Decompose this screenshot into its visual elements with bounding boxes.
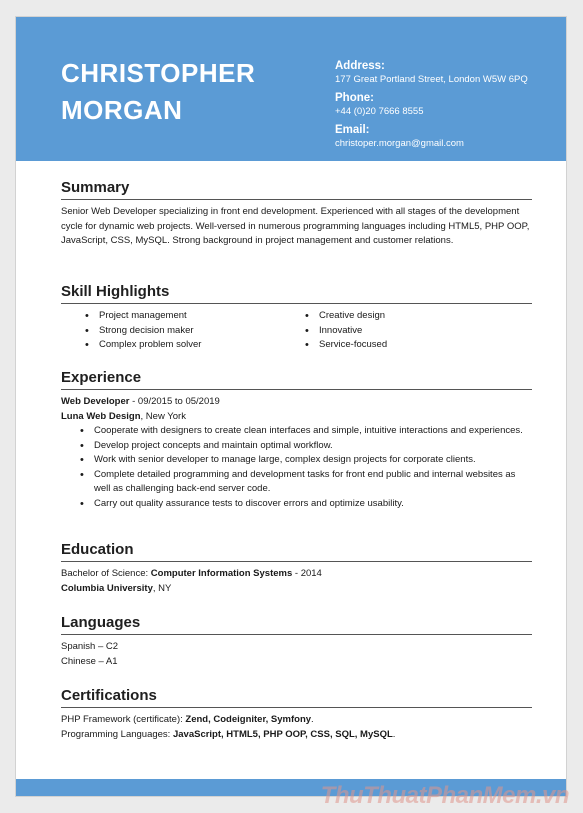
cert-2-suffix: . [392, 728, 396, 740]
experience-heading: Experience [61, 368, 532, 390]
company-name: Luna Web Design [61, 410, 141, 422]
job-company-line [61, 410, 532, 425]
skill-item: • Innovative [319, 324, 501, 339]
name-line-1: CHRISTOPHER [61, 58, 256, 88]
degree-prefix: Bachelor of Science: [61, 568, 151, 579]
duty-item: • Cooperate with designers to create clean interfaces and simple, intuitive interactions and experiences. [94, 424, 532, 439]
duty-item: • Complete detailed programming and development tasks for front end public and internal websites as well as challenging back-end server code. [94, 468, 532, 497]
email-value: christoper.morgan@gmail.com [335, 138, 464, 149]
experience-section [61, 368, 532, 511]
languages-list [61, 640, 532, 669]
school-line [61, 582, 532, 597]
skills-left-list [61, 309, 281, 353]
school-name: Columbia University [61, 582, 153, 594]
skill-item: • Service-focused [319, 338, 501, 353]
cert-2-prefix: Programming Languages: [61, 728, 173, 740]
languages-section [61, 613, 532, 669]
cert-1-values: Zend, Codeigniter, Symfony [185, 714, 312, 725]
summary-section [61, 178, 532, 249]
job-dates: - 09/2015 to 05/2019 [129, 396, 220, 407]
skill-item: • Strong decision maker [99, 324, 281, 339]
duty-item: • Work with senior developer to manage large, complex design projects for corporate clients. [94, 453, 532, 468]
resume-header [16, 17, 566, 161]
candidate-name [61, 55, 255, 129]
skills-section [61, 282, 532, 353]
language-item: Spanish – C2 [61, 641, 119, 652]
summary-text: Senior Web Developer specializing in front end development. Experienced with all stages of the development cycle for dynamic web projects. Well-versed in numerous programming languages including HTML5, PHP OOP, JavaScript, CSS, MySQL. Strong background in project management and customer relations. [61, 206, 530, 246]
phone-value: +44 (0)20 7666 8555 [335, 106, 424, 117]
degree-major: Computer Information Systems [150, 568, 293, 579]
job-duties-list [61, 424, 532, 511]
job-entry [61, 395, 532, 511]
languages-heading: Languages [61, 613, 532, 635]
email-label: Email: [335, 124, 370, 136]
watermark: ThuThuatPhanMem.vn [320, 782, 569, 809]
job-title: Web Developer [61, 396, 130, 407]
phone-label: Phone: [335, 92, 374, 104]
address-label: Address: [335, 60, 385, 72]
address-value: 177 Great Portland Street, London W5W 6PQ [335, 74, 528, 85]
cert-1-prefix: PHP Framework (certificate): [61, 714, 186, 725]
skill-item: • Complex problem solver [99, 338, 281, 353]
skills-columns [61, 309, 532, 353]
company-location: , New York [140, 410, 186, 422]
education-heading: Education [61, 540, 532, 562]
skills-heading: Skill Highlights [61, 282, 532, 304]
certification-item [61, 728, 532, 743]
contact-info [335, 59, 528, 155]
certifications-heading: Certifications [61, 686, 532, 708]
education-section [61, 540, 532, 596]
certifications-section [61, 686, 532, 742]
skill-item: • Creative design [319, 309, 501, 324]
resume-page [15, 16, 567, 797]
degree-year: - 2014 [292, 568, 322, 579]
skill-item: • Project management [99, 309, 281, 324]
certifications-list [61, 713, 532, 742]
education-entry [61, 567, 532, 596]
skills-right-list [281, 309, 501, 353]
duty-item: • Develop project concepts and maintain optimal workflow. [94, 439, 532, 454]
job-title-line [61, 395, 532, 410]
duty-item: • Carry out quality assurance tests to discover errors and optimize usability. [94, 497, 532, 512]
summary-heading: Summary [61, 178, 532, 200]
school-location: , NY [152, 582, 172, 594]
certification-item [61, 713, 532, 728]
cert-2-values: JavaScript, HTML5, PHP OOP, CSS, SQL, MySQL [172, 728, 393, 740]
language-item: Chinese – A1 [61, 655, 118, 667]
cert-1-suffix: . [311, 714, 314, 725]
name-line-2: MORGAN [61, 95, 183, 125]
degree-line [61, 567, 532, 582]
